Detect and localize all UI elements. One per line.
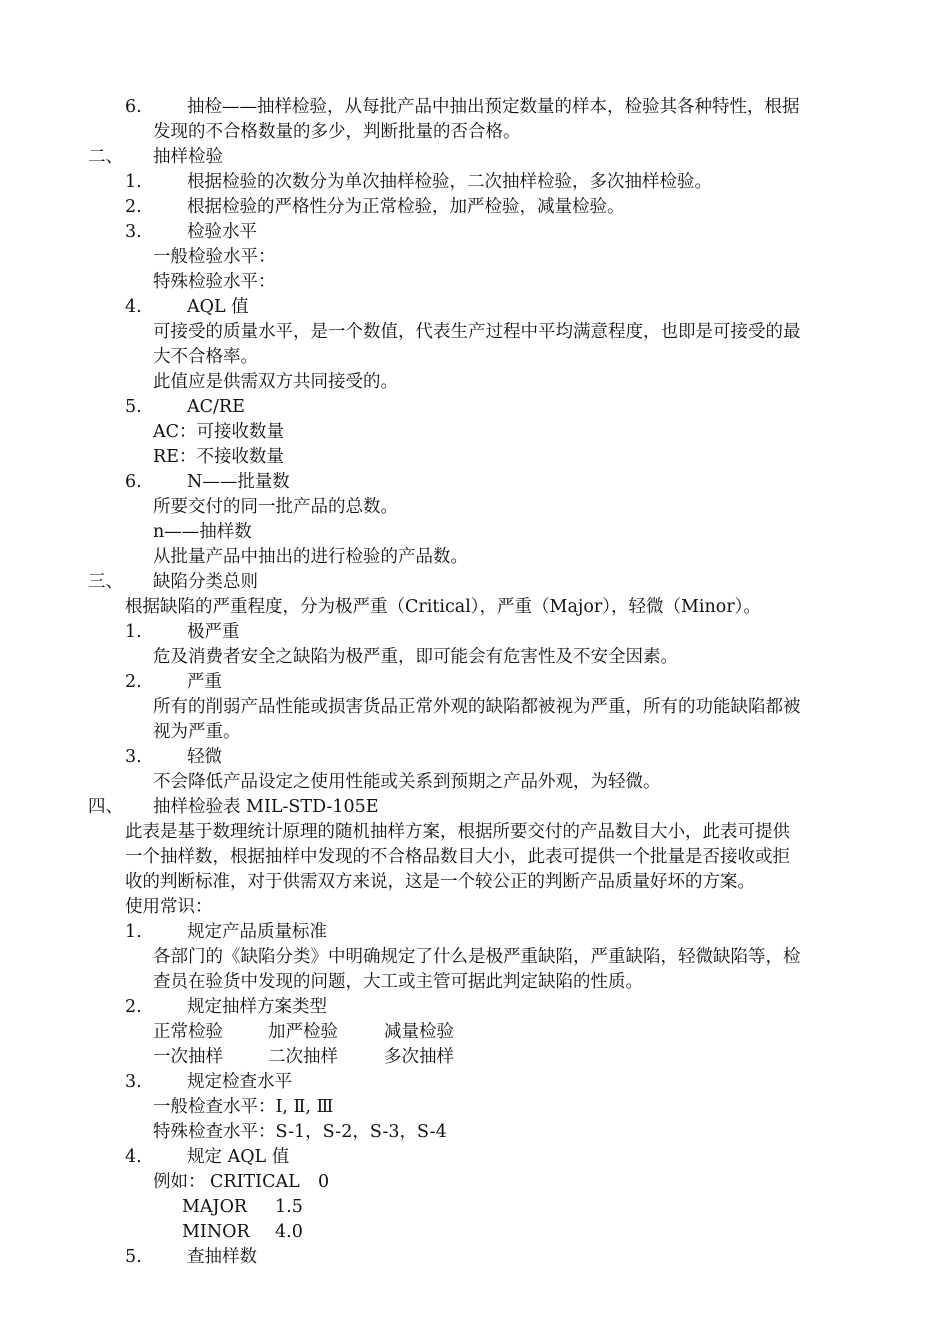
example-prefix: 例如： [153,1172,206,1192]
list-number: 3. [125,747,142,767]
paragraph-line: 特殊检验水平： [153,272,276,292]
list-number: 6. [125,97,142,117]
list-number: 1. [125,172,142,192]
paragraph-line: 可接受的质量水平，是一个数值，代表生产过程中平均满意程度，也即是可接受的最 [153,322,801,342]
list-item-text: 规定产品质量标准 [187,922,327,942]
paragraph-line: 收的判断标准，对于供需双方来说，这是一个较公正的判断产品质量好坏的方案。 [125,872,755,892]
list-item-text: N——批量数 [187,472,290,492]
aql-label: MAJOR [182,1197,248,1217]
list-item-text: 规定检查水平 [187,1072,292,1092]
list-item-text: 查抽样数 [187,1247,257,1267]
list-item-text: AC/RE [187,397,245,417]
paragraph-line: 根据缺陷的严重程度，分为极严重（Critical），严重（Major），轻微（Minor）。 [125,597,761,617]
paragraph-line: 不会降低产品设定之使用性能或关系到预期之产品外观，为轻微。 [153,772,661,792]
list-item-text: 根据检验的次数分为单次抽样检验，二次抽样检验，多次抽样检验。 [187,172,712,192]
table-cell: 减量检验 [384,1022,454,1042]
paragraph-line: n——抽样数 [153,522,252,542]
list-item-text: 严重 [187,672,222,692]
paragraph-line: 发现的不合格数量的多少，判断批量的否合格。 [153,122,521,142]
list-number: 2. [125,997,142,1017]
list-item-text: 规定抽样方案类型 [187,997,327,1017]
paragraph-line: 从批量产品中抽出的进行检验的产品数。 [153,547,468,567]
paragraph-line: 特殊检查水平：S-1，S-2，S-3，S-4 [153,1122,447,1142]
list-item-text: 规定 AQL 值 [187,1147,290,1167]
paragraph-line: 所要交付的同一批产品的总数。 [153,497,398,517]
list-number: 1. [125,922,142,942]
table-cell: 正常检验 [153,1022,223,1042]
paragraph-line: 大不合格率。 [153,347,258,367]
section-number: 四、 [88,797,123,817]
list-number: 6. [125,472,142,492]
list-number: 4. [125,1147,142,1167]
list-number: 5. [125,397,142,417]
list-number: 2. [125,197,142,217]
paragraph-line: 视为严重。 [153,722,241,742]
list-number: 4. [125,297,142,317]
paragraph-line: 各部门的《缺陷分类》中明确规定了什么是极严重缺陷，严重缺陷，轻微缺陷等，检 [153,947,801,967]
table-cell: 多次抽样 [384,1047,454,1067]
paragraph-line: 查员在验货中发现的问题，大工或主管可据此判定缺陷的性质。 [153,972,643,992]
paragraph-line: 一般检查水平：Ⅰ, Ⅱ, Ⅲ [153,1097,334,1117]
paragraph-line: AC：可接收数量 [153,422,285,442]
list-item-text: 轻微 [187,747,222,767]
section-heading: 缺陷分类总则 [153,572,258,592]
aql-value: 4.0 [275,1222,303,1242]
list-number: 2. [125,672,142,692]
table-cell: 二次抽样 [268,1047,338,1067]
paragraph-line: 危及消费者安全之缺陷为极严重，即可能会有危害性及不安全因素。 [153,647,678,667]
paragraph-line: 此值应是供需双方共同接受的。 [153,372,398,392]
paragraph-line: 一个抽样数，根据抽样中发现的不合格品数目大小，此表可提供一个批量是否接收或拒 [125,847,790,867]
paragraph-line: 使用常识： [125,897,213,917]
list-item-text: 抽检——抽样检验，从每批产品中抽出预定数量的样本，检验其各种特性，根据 [187,97,800,117]
list-number: 3. [125,1072,142,1092]
aql-value: 1.5 [275,1197,303,1217]
list-number: 1. [125,622,142,642]
paragraph-line: RE：不接收数量 [153,447,284,467]
table-cell: 一次抽样 [153,1047,223,1067]
section-heading: 抽样检验表 MIL-STD-105E [153,797,379,817]
list-item-text: AQL 值 [187,297,249,317]
list-item-text: 检验水平 [187,222,257,242]
list-number: 3. [125,222,142,242]
paragraph-line: 一般检验水平： [153,247,276,267]
list-item-text: 极严重 [187,622,240,642]
list-item-text: 根据检验的严格性分为正常检验，加严检验，减量检验。 [187,197,625,217]
list-number: 5. [125,1247,142,1267]
section-number: 三、 [88,572,123,592]
section-number: 二、 [88,147,123,167]
aql-label: CRITICAL [210,1172,300,1192]
table-cell: 加严检验 [268,1022,338,1042]
paragraph-line: 此表是基于数理统计原理的随机抽样方案，根据所要交付的产品数目大小，此表可提供 [125,822,790,842]
paragraph-line: 所有的削弱产品性能或损害货品正常外观的缺陷都被视为严重，所有的功能缺陷都被 [153,697,801,717]
aql-label: MINOR [182,1222,250,1242]
aql-value: 0 [318,1172,330,1192]
section-heading: 抽样检验 [153,147,223,167]
